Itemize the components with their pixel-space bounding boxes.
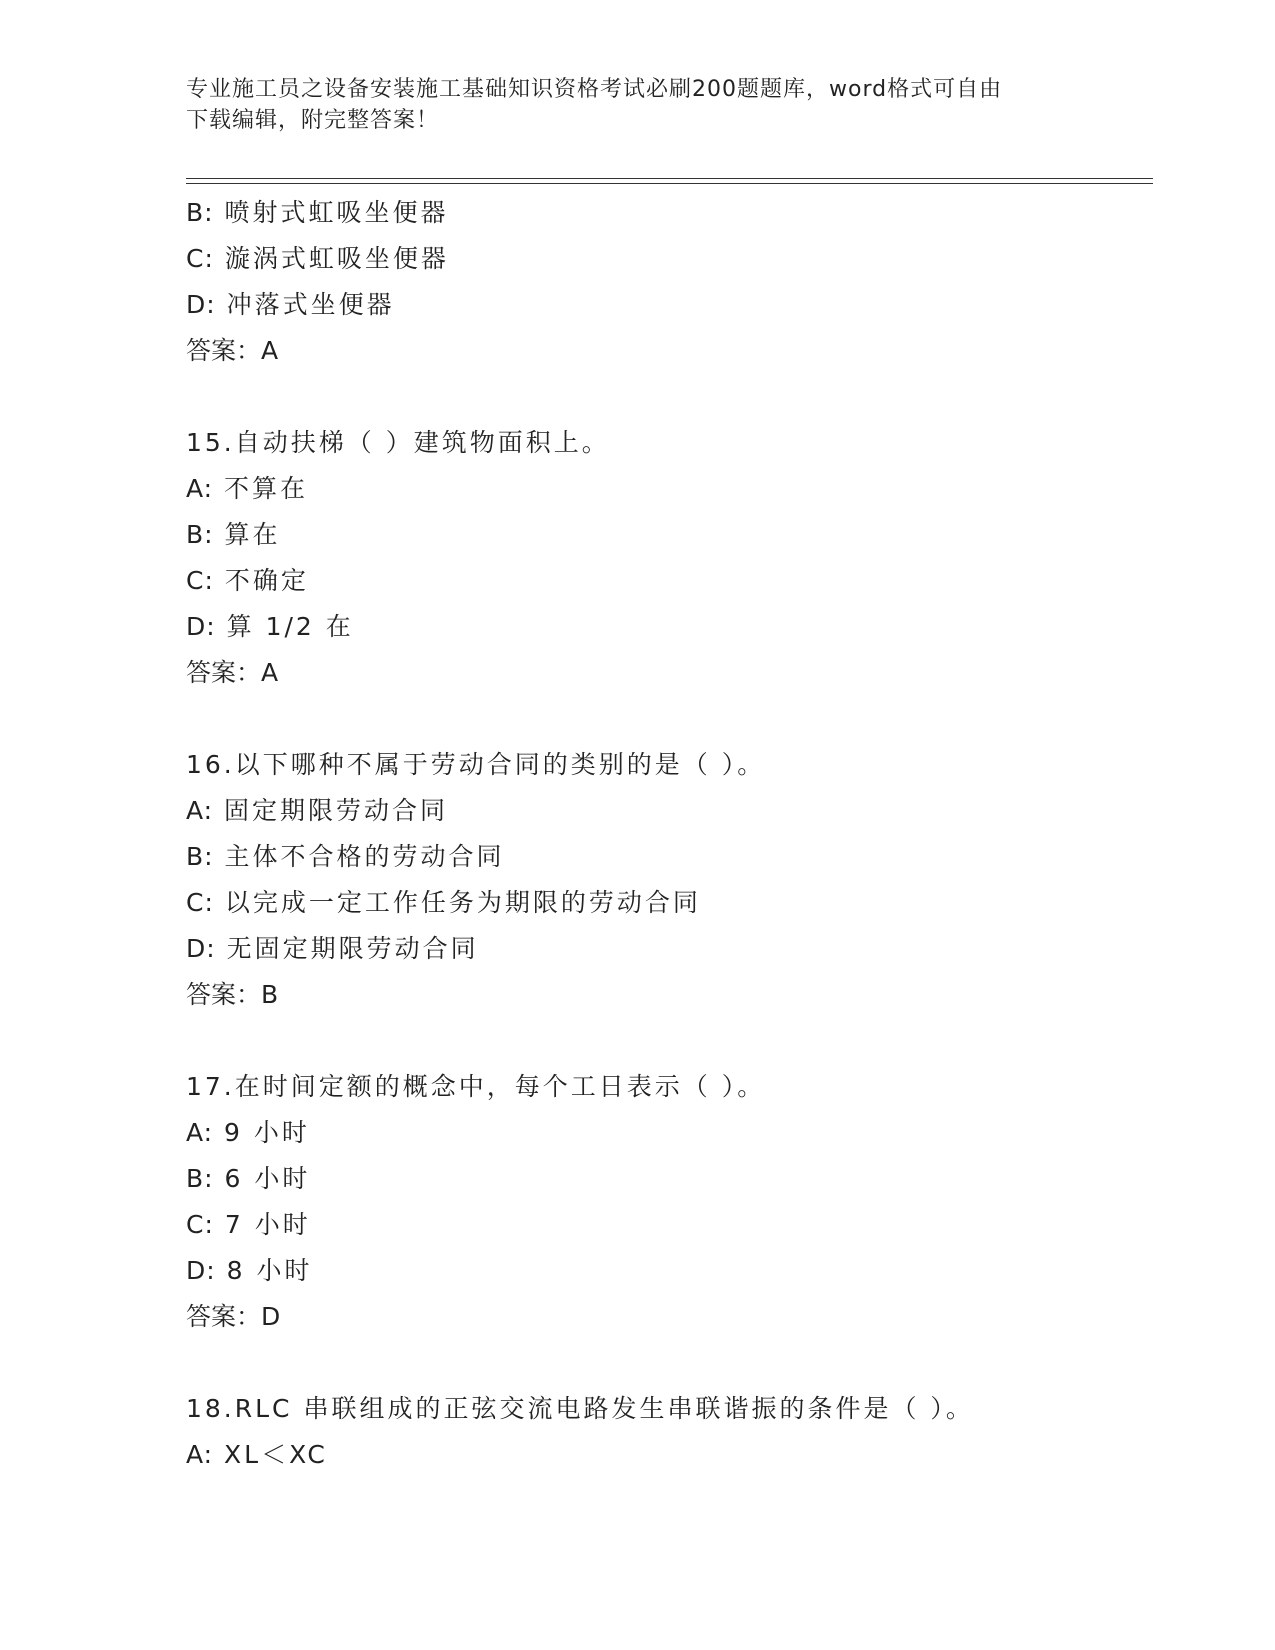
option-line xyxy=(186,1248,1153,1294)
option-text: 算 1/2 在 xyxy=(226,612,354,641)
answer-line: 答案：D xyxy=(186,1302,281,1331)
question-block-15 xyxy=(186,420,1153,696)
question-block-16 xyxy=(186,742,1153,1018)
option-text: 冲落式坐便器 xyxy=(226,290,395,319)
option-letter: B: xyxy=(186,198,214,227)
option-letter: A: xyxy=(186,474,214,503)
option-letter: C: xyxy=(186,888,214,917)
question-list xyxy=(186,190,1153,1478)
answer-line: 答案：A xyxy=(186,336,279,365)
question-stem: 15.自动扶梯（ ）建筑物面积上。 xyxy=(186,428,610,457)
option-letter: D: xyxy=(186,612,216,641)
header-line-2: 下载编辑，附完整答案！ xyxy=(186,108,440,133)
spacer xyxy=(186,1340,1153,1386)
document-header xyxy=(186,74,1066,136)
option-line xyxy=(186,604,1153,650)
option-letter: C: xyxy=(186,566,214,595)
question-stem: 16.以下哪种不属于劳动合同的类别的是（ ）。 xyxy=(186,750,766,779)
question-block-18 xyxy=(186,1386,1153,1478)
option-text: 以完成一定工作任务为期限的劳动合同 xyxy=(224,888,701,917)
option-line xyxy=(186,1202,1153,1248)
option-text: XL＜XC xyxy=(224,1440,328,1469)
option-text: 算在 xyxy=(224,520,281,549)
option-letter: C: xyxy=(186,1210,214,1239)
option-text: 不确定 xyxy=(224,566,309,595)
option-text: 喷射式虹吸坐便器 xyxy=(224,198,449,227)
option-text: 6 小时 xyxy=(224,1164,311,1193)
option-line xyxy=(186,236,1153,282)
option-text: 固定期限劳动合同 xyxy=(224,796,449,825)
option-text: 7 小时 xyxy=(224,1210,311,1239)
option-line xyxy=(186,1110,1153,1156)
option-letter: B: xyxy=(186,842,214,871)
option-line xyxy=(186,1156,1153,1202)
option-text: 主体不合格的劳动合同 xyxy=(224,842,505,871)
option-letter: D: xyxy=(186,934,216,963)
question-block-prev xyxy=(186,190,1153,374)
option-line xyxy=(186,880,1153,926)
option-line xyxy=(186,558,1153,604)
spacer xyxy=(186,1018,1153,1064)
question-stem: 17.在时间定额的概念中，每个工日表示（ ）。 xyxy=(186,1072,766,1101)
header-divider-bottom xyxy=(186,183,1153,184)
option-letter: C: xyxy=(186,244,214,273)
option-letter: A: xyxy=(186,1440,214,1469)
spacer xyxy=(186,374,1153,420)
option-line xyxy=(186,282,1153,328)
option-text: 漩涡式虹吸坐便器 xyxy=(224,244,449,273)
answer-line: 答案：B xyxy=(186,980,279,1009)
option-line xyxy=(186,926,1153,972)
option-line xyxy=(186,466,1153,512)
option-letter: D: xyxy=(186,290,216,319)
header-divider-top xyxy=(186,178,1153,179)
option-line xyxy=(186,788,1153,834)
option-text: 不算在 xyxy=(224,474,309,503)
answer-line: 答案：A xyxy=(186,658,279,687)
option-line xyxy=(186,1432,1153,1478)
option-letter: B: xyxy=(186,520,214,549)
question-stem: 18.RLC 串联组成的正弦交流电路发生串联谐振的条件是（ ）。 xyxy=(186,1394,974,1423)
question-block-17 xyxy=(186,1064,1153,1340)
option-letter: A: xyxy=(186,1118,214,1147)
option-line xyxy=(186,512,1153,558)
option-letter: B: xyxy=(186,1164,214,1193)
option-line xyxy=(186,190,1153,236)
spacer xyxy=(186,696,1153,742)
option-text: 9 小时 xyxy=(224,1118,310,1147)
option-line xyxy=(186,834,1153,880)
option-text: 8 小时 xyxy=(226,1256,313,1285)
option-text: 无固定期限劳动合同 xyxy=(226,934,479,963)
option-letter: D: xyxy=(186,1256,216,1285)
header-line-1: 专业施工员之设备安装施工基础知识资格考试必刷200题题库，word格式可自由 xyxy=(186,77,1003,102)
option-letter: A: xyxy=(186,796,214,825)
